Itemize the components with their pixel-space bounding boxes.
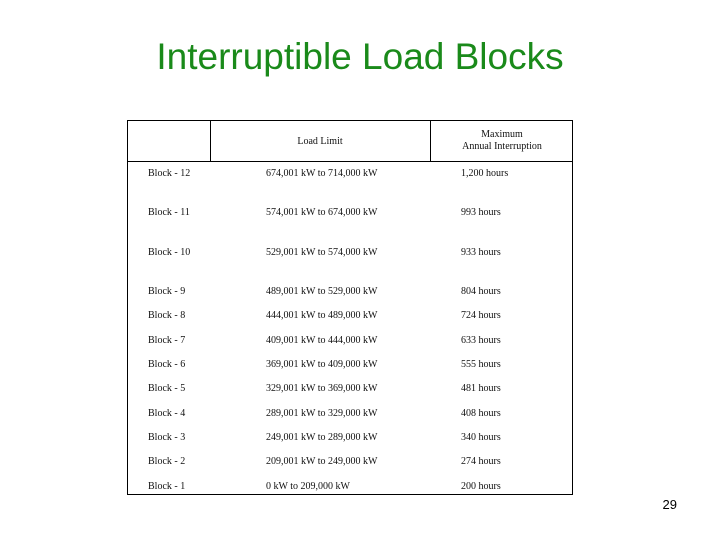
max-hours-cell: 993 hours (461, 207, 501, 218)
table-row (128, 408, 572, 422)
load-limit-cell: 409,001 kW to 444,000 kW (266, 335, 378, 346)
block-cell: Block - 7 (148, 335, 186, 346)
max-hours-cell: 481 hours (461, 383, 501, 394)
page-number: 29 (662, 497, 677, 512)
load-limit-cell: 674,001 kW to 714,000 kW (266, 168, 378, 179)
max-hours-cell: 1,200 hours (461, 168, 509, 179)
block-cell: Block - 9 (148, 286, 186, 297)
max-hours-cell: 724 hours (461, 310, 501, 321)
table-row (128, 335, 572, 349)
load-limit-cell: 444,001 kW to 489,000 kW (266, 310, 378, 321)
header-underline (128, 161, 572, 162)
block-cell: Block - 10 (148, 247, 191, 258)
table-row (128, 481, 572, 495)
max-hours-cell: 274 hours (461, 456, 501, 467)
table-row (128, 310, 572, 324)
block-cell: Block - 11 (148, 207, 190, 218)
table-row (128, 359, 572, 373)
load-limit-cell: 574,001 kW to 674,000 kW (266, 207, 378, 218)
slide-title: Interruptible Load Blocks (156, 36, 564, 77)
block-cell: Block - 1 (148, 481, 186, 492)
block-cell: Block - 12 (148, 168, 191, 179)
max-hours-cell: 633 hours (461, 335, 501, 346)
block-cell: Block - 8 (148, 310, 186, 321)
max-hours-cell: 200 hours (461, 481, 501, 492)
load-limit-cell: 0 kW to 209,000 kW (266, 481, 350, 492)
load-limit-cell: 209,001 kW to 249,000 kW (266, 456, 378, 467)
max-hours-cell: 804 hours (461, 286, 501, 297)
load-limit-cell: 329,001 kW to 369,000 kW (266, 383, 378, 394)
max-hours-cell: 933 hours (461, 247, 501, 258)
header-max-interruption (430, 129, 574, 153)
max-hours-cell: 408 hours (461, 408, 501, 419)
header-max-line2: Annual Interruption (462, 141, 542, 152)
table-row (128, 432, 572, 446)
interruptible-load-table (127, 120, 573, 495)
header-max-line1: Maximum (481, 129, 523, 140)
max-hours-cell: 340 hours (461, 432, 501, 443)
max-hours-cell: 555 hours (461, 359, 501, 370)
block-cell: Block - 2 (148, 456, 186, 467)
table-row (128, 383, 572, 397)
block-cell: Block - 4 (148, 408, 186, 419)
block-cell: Block - 5 (148, 383, 186, 394)
load-limit-cell: 249,001 kW to 289,000 kW (266, 432, 378, 443)
table-row (128, 286, 572, 300)
load-limit-cell: 489,001 kW to 529,000 kW (266, 286, 378, 297)
table-row (128, 247, 572, 261)
block-cell: Block - 6 (148, 359, 186, 370)
header-load-limit: Load Limit (297, 136, 343, 147)
table-row (128, 456, 572, 470)
load-limit-cell: 529,001 kW to 574,000 kW (266, 247, 378, 258)
block-cell: Block - 3 (148, 432, 186, 443)
load-limit-cell: 289,001 kW to 329,000 kW (266, 408, 378, 419)
table-row (128, 207, 572, 221)
table-row (128, 168, 572, 182)
load-limit-cell: 369,001 kW to 409,000 kW (266, 359, 378, 370)
